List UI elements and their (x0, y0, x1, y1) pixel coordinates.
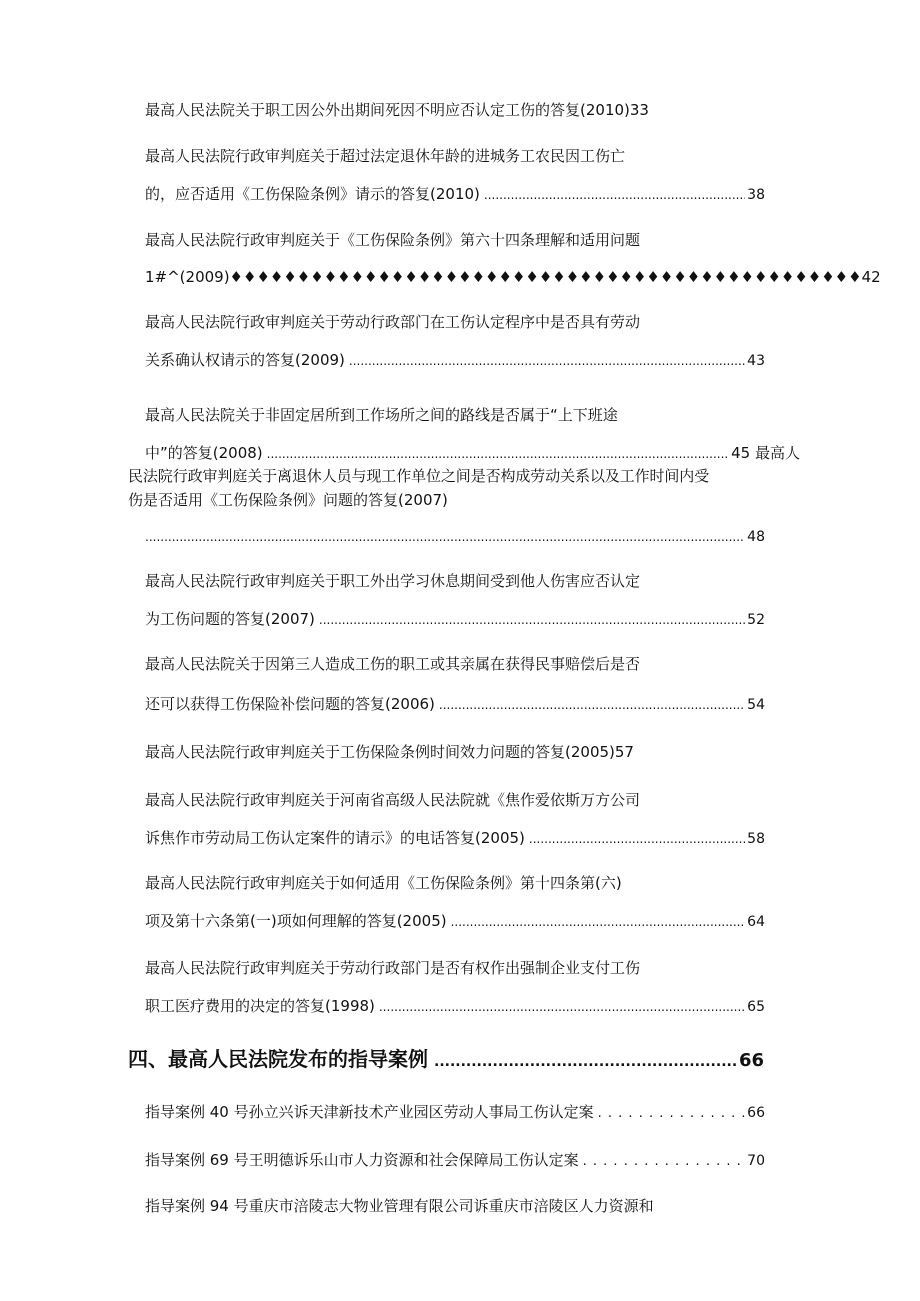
leader-dots (145, 526, 745, 548)
toc-entry-line: 最高人民法院行政审判庭关于《工伤保险条例》第六十四条理解和适用问题 (145, 231, 641, 249)
page-number: 38 (747, 187, 765, 203)
case-entry-text[interactable]: 指导案例 94 号重庆市涪陵志大物业管理有限公司诉重庆市涪陵区人力资源和 (145, 1197, 654, 1215)
toc-entry-text: 中”的答复(2008) (145, 444, 263, 462)
toc-entry-row[interactable] (145, 526, 765, 548)
page-number: 52 (747, 612, 765, 628)
toc-entry-text: 的，应否适用《工伤保险条例》请示的答复(2010) (145, 185, 480, 203)
toc-entry-row[interactable] (145, 183, 765, 205)
toc-entry-row[interactable] (145, 693, 765, 715)
toc-entry-row[interactable] (145, 827, 765, 849)
toc-entry-row[interactable] (145, 608, 765, 630)
toc-entry-line: 民法院行政审判庭关于离退休人员与现工作单位之间是否构成劳动关系以及工作时间内受 (128, 467, 710, 485)
leader-dots (451, 911, 746, 933)
leader-dots (439, 694, 745, 716)
leader-dots (583, 1150, 746, 1173)
leader-dots (267, 443, 729, 465)
toc-entry-text: 还可以获得工伤保险补偿问题的答复(2006) (145, 695, 435, 713)
toc-entry-line: 最高人民法院行政审判庭关于职工外出学习休息期间受到他人伤害应否认定 (145, 572, 641, 590)
toc-entry-text: 关系确认权请示的答复(2009) (145, 351, 345, 369)
section-heading-row[interactable] (128, 1044, 764, 1074)
leader-dots (484, 184, 745, 206)
toc-entry-line: 最高人民法院关于职工因公外出期间死因不明应否认定工伤的答复(2010)33 (145, 101, 649, 119)
case-entry-text: 指导案例 40 号孙立兴诉天津新技术产业园区劳动人事局工伤认定案 (145, 1103, 594, 1121)
toc-entry-row[interactable] (145, 349, 765, 371)
page-number: 66 (747, 1105, 765, 1121)
leader-dots (598, 1102, 746, 1125)
toc-entry-line: 1#^(2009)♦♦♦♦♦♦♦♦♦♦♦♦♦♦♦♦♦♦♦♦♦♦♦♦♦♦♦♦♦♦♦♦♦♦♦♦♦♦♦♦♦♦♦♦♦♦♦42 (145, 268, 881, 286)
leader-dots (379, 996, 745, 1018)
page-number: 45 最高人 (731, 444, 800, 462)
page-number: 54 (747, 697, 765, 713)
case-entry-row[interactable] (145, 1101, 765, 1123)
toc-entry-line: 最高人民法院行政审判庭关于如何适用《工伤保险条例》第十四条第(六) (145, 874, 622, 892)
toc-entry-line: 最高人民法院关于非固定居所到工作场所之间的路线是否属于“上下班途 (145, 406, 618, 424)
toc-entry-line: 最高人民法院行政审判庭关于劳动行政部门在工伤认定程序中是否具有劳动 (145, 313, 641, 331)
leader-dots (349, 350, 745, 372)
page-number: 43 (747, 353, 765, 369)
page-number: 70 (747, 1153, 765, 1169)
leader-dots (529, 828, 745, 850)
case-entry-text: 指导案例 69 号王明德诉乐山市人力资源和社会保障局工伤认定案 (145, 1151, 579, 1169)
toc-entry-line: 最高人民法院行政审判庭关于劳动行政部门是否有权作出强制企业支付工伤 (145, 959, 641, 977)
section-heading: 四、最高人民法院发布的指导案例 (128, 1047, 428, 1071)
toc-entry-row[interactable] (145, 995, 765, 1017)
toc-entry-line: 最高人民法院行政审判庭关于河南省高级人民法院就《焦作爱依斯万方公司 (145, 791, 641, 809)
page-number: 48 (747, 529, 765, 545)
page-number: 66 (738, 1050, 764, 1071)
toc-entry-text: 诉焦作市劳动局工伤认定案件的请示》的电话答复(2005) (145, 829, 525, 847)
page-number: 65 (747, 999, 765, 1015)
leader-dots (319, 609, 745, 631)
toc-entry-line: 最高人民法院行政审判庭关于超过法定退休年龄的进城务工农民因工伤亡 (145, 147, 626, 165)
toc-entry-row[interactable] (145, 910, 765, 932)
page-number: 58 (747, 831, 765, 847)
toc-entry-line: 最高人民法院关于因第三人造成工伤的职工或其亲属在获得民事赔偿后是否 (145, 655, 641, 673)
case-entry-row[interactable] (145, 1149, 765, 1171)
toc-entry-line: 最高人民法院行政审判庭关于工伤保险条例时间效力问题的答复(2005)57 (145, 743, 634, 761)
toc-entry-text: 为工伤问题的答复(2007) (145, 610, 315, 628)
leader-dots (434, 1047, 737, 1077)
toc-entry-row[interactable] (145, 442, 800, 464)
page-number: 64 (747, 914, 765, 930)
toc-entry-text: 项及第十六条第(一)项如何理解的答复(2005) (145, 912, 447, 930)
toc-entry-line: 伤是否适用《工伤保险条例》问题的答复(2007) (128, 491, 448, 509)
toc-entry-text: 职工医疗费用的决定的答复(1998) (145, 997, 375, 1015)
